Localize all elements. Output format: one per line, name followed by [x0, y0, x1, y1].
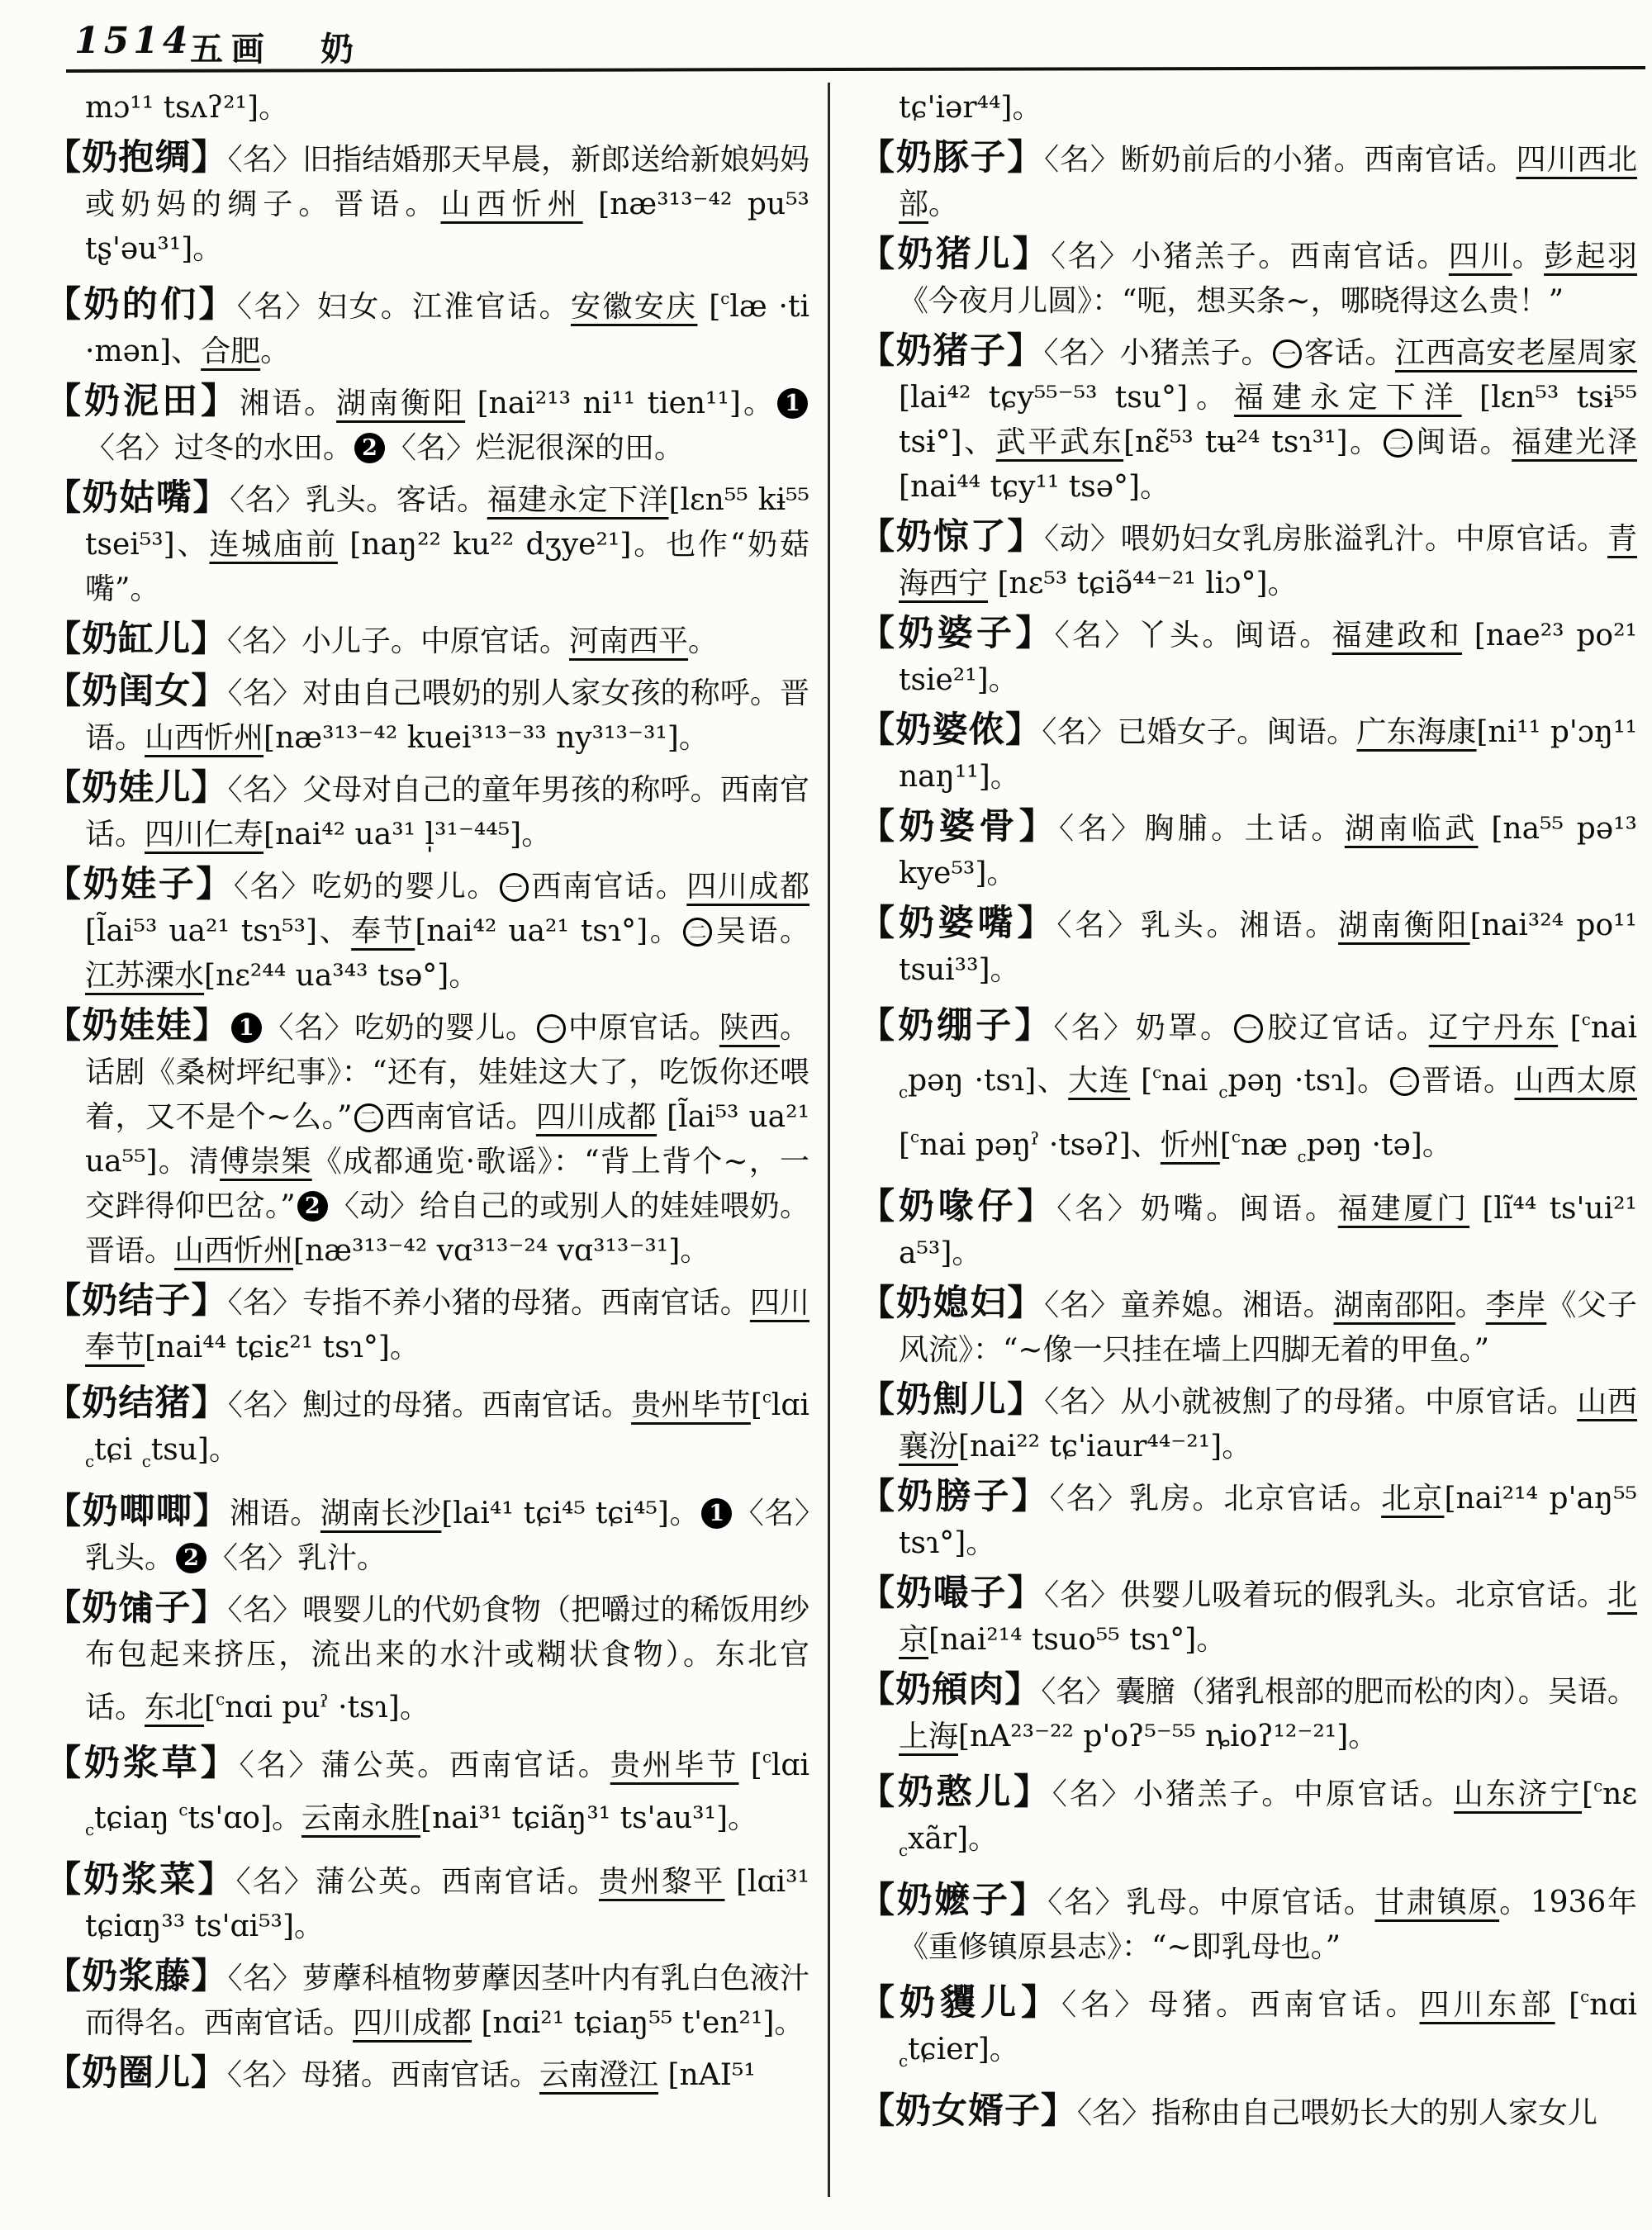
- proper-noun-underlined: 江苏溧水: [85, 959, 205, 993]
- entry-text: lɑi: [771, 1748, 809, 1782]
- proper-noun-underlined: 连城庙前: [209, 528, 338, 562]
- dict-entry: [45, 476, 809, 612]
- entry-text: [nai²² tɕ'iaur⁴⁴⁻²¹]。: [958, 1430, 1252, 1464]
- dict-entry: [45, 617, 809, 664]
- proper-noun-underlined: 山西襄汾: [899, 1385, 1637, 1464]
- subsense-number-badge: 二: [1384, 429, 1412, 458]
- entry-text: [nɑi²¹ tɕiaŋ⁵⁵ t'en²¹]。: [472, 2006, 805, 2040]
- proper-noun-underlined: 江西高安老屋周家: [1395, 336, 1637, 370]
- proper-noun-underlined: 福建永定下洋: [487, 483, 669, 517]
- entry-text: [na⁵⁵ pə¹³ kye⁵³]。: [899, 812, 1637, 890]
- entry-text: [nai³²⁴ po¹¹ tsui³³]。: [899, 909, 1637, 987]
- entry-headword: 【奶媳妇】: [859, 1283, 1045, 1324]
- entry-text: 吴语。: [714, 914, 809, 948]
- entry-headword: 【奶猪儿】: [859, 234, 1051, 275]
- proper-noun-underlined: 陕西: [719, 1011, 780, 1045]
- entry-text: [næ³¹³⁻⁴² vɑ³¹³⁻²⁴ vɑ³¹³⁻³¹]。: [293, 1234, 710, 1268]
- entry-text: [nai³¹ tɕiãŋ³¹ ts'au³¹]。: [420, 1801, 758, 1835]
- entry-text: nai pəŋˀ ·tsəʔ]、: [919, 1128, 1161, 1162]
- proper-noun-underlined: 湖南衡阳: [1338, 909, 1470, 942]
- tone-letter-low: c: [1297, 1147, 1307, 1166]
- entry-text: nɛ: [1602, 1777, 1637, 1811]
- tone-letter-high: c: [1593, 1777, 1603, 1796]
- entry-text: 〈名〉蒲公英。西南官话。: [239, 1748, 610, 1782]
- entry-text: [nai²¹³ ni¹¹ tien¹¹]。: [465, 387, 776, 420]
- proper-noun-underlined: 北京: [1381, 1482, 1445, 1516]
- proper-noun-underlined: 大连: [1068, 1064, 1131, 1098]
- tone-letter-high: c: [1580, 1987, 1590, 2006]
- entry-text: 〈名〉烂泥很深的田。: [387, 431, 685, 465]
- entry-headword: 【奶憨儿】: [859, 1772, 1052, 1813]
- entry-text: 〈名〉对由自己喂奶的别人家女孩的称呼。晋语。: [85, 676, 809, 755]
- entry-text: 《成都通览·歌谣》：“背上背个~，一交跘得仰巴岔。”: [85, 1145, 809, 1223]
- entry-headword: 【奶绷子】: [859, 1005, 1054, 1046]
- entry-text: [nai⁴⁴ tɕy¹¹ tsə°]。: [899, 470, 1170, 504]
- entry-text: [lai⁴¹ tɕi⁴⁵ tɕi⁴⁵]。: [441, 1497, 700, 1530]
- entry-text: [naŋ²² ku²² dʒye²¹]。也作“奶菇嘴”。: [85, 528, 809, 606]
- tone-letter-low: c: [899, 2052, 909, 2071]
- proper-noun-underlined: 四川成都: [535, 1100, 657, 1134]
- dict-entry: [859, 1474, 1637, 1566]
- entry-text: pəŋ ·tsɿ]、: [908, 1064, 1069, 1098]
- entry-headword: 【奶婆骨】: [859, 806, 1060, 847]
- header-rule: [66, 66, 1645, 73]
- dict-entry: [45, 1735, 809, 1853]
- entry-text: 〈名〉劁过的母猪。西南官话。: [227, 1388, 632, 1422]
- tone-letter-low: c: [1218, 1083, 1228, 1102]
- entry-text: 湘语。: [230, 1497, 320, 1530]
- entry-text: 《父子风流》：“~像一只挂在墙上四脚无着的甲鱼。”: [899, 1288, 1637, 1367]
- entry-text: nɑi: [1589, 1988, 1637, 2022]
- entry-text: 〈名〉过冬的水田。: [85, 431, 354, 465]
- subsense-number-badge: 二: [354, 1103, 383, 1132]
- entry-text: lɑi: [771, 1388, 809, 1422]
- entry-text: [nɛ⁵³ tɕiə̃⁴⁴⁻²¹ liɔ°]。: [988, 567, 1298, 600]
- entry-headword: 【奶泥田】: [45, 381, 240, 422]
- proper-noun-underlined: 彭起羽: [1544, 240, 1637, 273]
- proper-noun-underlined: 四川成都: [686, 870, 809, 904]
- proper-noun-underlined: 云南永胜: [301, 1801, 421, 1835]
- proper-noun-underlined: 奉节: [351, 914, 415, 948]
- entry-text: 〈名〉奶罩。: [1053, 1011, 1233, 1045]
- entry-headword: 【奶唧唧】: [45, 1491, 230, 1532]
- entry-text: 胶辽官话。: [1265, 1011, 1429, 1045]
- sense-number-badge: 1: [777, 388, 808, 419]
- entry-text: [nai⁴² ua³¹ l̩³¹⁻⁴⁴⁵]。: [263, 818, 552, 852]
- entry-text: [nai⁴² ua²¹ tsɿ°]。: [415, 914, 682, 948]
- entry-text: nai: [1590, 1011, 1637, 1045]
- sense-number-badge: 1: [701, 1498, 732, 1529]
- entry-text: 〈名〉断奶前后的小猪。西南官话。: [1044, 143, 1517, 177]
- entry-text: tɕi: [94, 1433, 142, 1467]
- entry-text: 〈名〉乳房。北京官话。: [1049, 1482, 1382, 1516]
- dict-entry: [859, 1184, 1637, 1276]
- entry-text: 。: [688, 624, 719, 658]
- entry-headword: 【奶䪻肉】: [859, 1669, 1042, 1710]
- proper-noun-underlined: 甘肃镇原: [1374, 1886, 1500, 1919]
- entry-text: 〈名〉乳头。: [85, 1497, 809, 1575]
- dict-entry: [45, 1375, 809, 1484]
- entry-text: ts'ɑo]。: [188, 1801, 302, 1835]
- entry-text: 。: [1512, 240, 1545, 273]
- dict-entry: [45, 862, 809, 999]
- entry-text: 〈名〉小儿子。中原官话。: [227, 624, 570, 658]
- proper-noun-underlined: 湖南衡阳: [336, 387, 466, 420]
- entry-text: nai: [1161, 1064, 1219, 1098]
- entry-headword: 【奶缸儿】: [45, 619, 227, 660]
- entry-text: 《今夜月儿圆》：“呃，想买条~，哪晓得这么贵！”: [899, 284, 1564, 318]
- entry-text: 〈名〉童养媳。湘语。: [1044, 1288, 1334, 1322]
- entry-text: 西南官话。: [529, 870, 687, 904]
- dict-entry: [859, 232, 1637, 324]
- entry-text: 〈名〉母猪。西南官话。: [227, 2058, 540, 2092]
- entry-text: 。: [260, 334, 291, 368]
- tone-letter-high: c: [762, 1748, 771, 1767]
- proper-noun-underlined: 福建光泽: [1512, 425, 1637, 459]
- entry-text: [: [750, 1388, 762, 1422]
- dict-entry: [45, 277, 809, 374]
- entry-text: 〈名〉吃奶的婴儿。: [263, 1011, 536, 1045]
- entry-headword: 【奶猪子】: [859, 330, 1044, 372]
- proper-noun-underlined: 武平武东: [995, 425, 1124, 459]
- entry-text: 〈名〉旧指结婚那天早晨，新郎送给新娘妈妈或奶妈的绸子。晋语。: [85, 143, 809, 221]
- entry-text: 〈名〉专指不养小猪的母猪。西南官话。: [227, 1286, 750, 1320]
- entry-text: 〈名〉小猪羔子。: [1043, 336, 1272, 370]
- dict-entry: [45, 1004, 809, 1274]
- proper-noun-underlined: 贵州毕节: [610, 1748, 739, 1782]
- entry-text: 〈名〉乳头。客话。: [230, 483, 487, 517]
- entry-text: 〈名〉乳母。中原官话。: [1047, 1886, 1375, 1919]
- entry-headword: 【奶婆嘴】: [859, 903, 1057, 944]
- entry-text: [lɛn⁵³ tsɨ⁵⁵ tsɨ°]、: [899, 381, 1637, 459]
- entry-text: 晋语。: [1420, 1064, 1515, 1098]
- entry-text: [lai⁴² tɕy⁵⁵⁻⁵³ tsu°]。: [899, 381, 1234, 415]
- entry-text: [: [1130, 1064, 1153, 1098]
- dict-entry: [45, 1489, 809, 1581]
- proper-noun-underlined: 东北: [145, 1691, 205, 1725]
- tone-letter-high: c: [1152, 1063, 1162, 1082]
- tone-letter-high: c: [1581, 1010, 1591, 1029]
- entry-text: 〈名〉萝藦科植物萝藦因茎叶内有乳白色液汁而得名。西南官话。: [85, 1962, 809, 2040]
- subsense-number-badge: 二: [683, 918, 712, 947]
- entry-text: [: [1219, 1128, 1232, 1162]
- entry-text: tɕier]。: [908, 2033, 1019, 2066]
- proper-noun-underlined: 福建永定下洋: [1233, 381, 1462, 415]
- entry-headword: 【奶婆侬】: [859, 709, 1042, 751]
- proper-noun-underlined: 贵州黎平: [598, 1865, 725, 1899]
- page-number: 1514: [74, 20, 192, 62]
- entry-headword: 【奶姑嘴】: [45, 477, 230, 519]
- dict-entry: [859, 708, 1637, 799]
- entry-text: 〈名〉父母对自己的童年男孩的称呼。西南官话。: [85, 773, 809, 852]
- dict-entry: [859, 1281, 1637, 1373]
- entry-text: 〈名〉胸脯。土话。: [1059, 812, 1345, 846]
- proper-noun-underlined: 山西太原: [1514, 1064, 1637, 1098]
- proper-noun-underlined: 安徽安庆: [570, 290, 698, 324]
- proper-noun-underlined: 湖南临武: [1344, 812, 1479, 846]
- entry-text: tɕiaŋ: [94, 1801, 179, 1835]
- entry-text: 客话。: [1303, 336, 1396, 370]
- entry-text: [ni¹¹ p'ɔŋ¹¹ naŋ¹¹]。: [899, 715, 1637, 794]
- entry-text: tsu]。: [150, 1433, 239, 1467]
- dict-entry: [45, 1858, 809, 1949]
- proper-noun-underlined: 山西忻州: [174, 1234, 294, 1268]
- proper-noun-underlined: 山西忻州: [440, 187, 583, 221]
- entry-text: 〈名〉指称由自己喂奶长大的别人家女儿: [1077, 2096, 1598, 2130]
- entry-text: [: [1558, 1011, 1582, 1045]
- sense-number-badge: 2: [176, 1543, 206, 1573]
- proper-noun-underlined: 湖南邵阳: [1333, 1288, 1455, 1322]
- radical-label: 奶: [320, 30, 354, 69]
- proper-noun-underlined: 四川西北部: [899, 143, 1637, 221]
- entry-headword: 【奶婆子】: [859, 613, 1055, 654]
- entry-headword: 【奶女婿子】: [859, 2090, 1077, 2132]
- entry-text: [: [1582, 1777, 1594, 1811]
- proper-noun-underlined: 辽宁丹东: [1428, 1011, 1559, 1045]
- entry-text: 〈名〉奶嘴。闽语。: [1056, 1192, 1338, 1226]
- entry-headword: 【奶结猪】: [45, 1383, 228, 1424]
- entry-headword: 【奶结子】: [45, 1280, 228, 1321]
- entry-text: 〈名〉供婴儿吸着玩的假乳头。北京官话。: [1044, 1578, 1607, 1612]
- entry-text: [: [899, 1128, 911, 1162]
- right-column: [859, 81, 1637, 2141]
- dict-entry: [859, 515, 1637, 606]
- entry-text: 〈名〉丫头。闽语。: [1054, 619, 1332, 652]
- entry-headword: 【奶浆菜】: [45, 1859, 236, 1900]
- tone-letter-high: c: [910, 1127, 920, 1146]
- proper-noun-underlined: 四川东部: [1419, 1988, 1555, 2022]
- entry-text: 〈名〉妇女。江淮官话。: [236, 290, 571, 324]
- entry-headword: 【奶闺女】: [45, 671, 228, 712]
- tone-letter-low: c: [85, 1452, 95, 1471]
- entry-text: 〈名〉喂婴儿的代奶食物（把嚼过的稀饭用纱布包起来挤压，流出来的水汁或糊状食物）。东北官话。: [85, 1593, 809, 1725]
- entry-text: læ ·ti ·mən]、: [85, 290, 809, 368]
- proper-noun-underlined: 傅崇榘: [220, 1145, 312, 1179]
- tone-letter-high: c: [720, 289, 730, 308]
- entry-text: [næ³¹³⁻⁴² pu⁵³ tʂ'əu³¹]。: [85, 187, 809, 266]
- entry-text: pəŋ ·tə]。: [1306, 1128, 1452, 1162]
- entry-text: 〈名〉吃奶的婴儿。: [233, 870, 498, 904]
- sense-number-badge: 1: [231, 1013, 262, 1043]
- entry-headword: 【奶圈儿】: [45, 2052, 227, 2094]
- entry-text: 〈名〉母猪。西南官话。: [1061, 1988, 1420, 2022]
- dict-entry: [859, 804, 1637, 896]
- proper-noun-underlined: 河南西平: [569, 624, 689, 658]
- entry-text: [nae²³ po²¹ tsie²¹]。: [899, 619, 1637, 697]
- dict-entry: [859, 1571, 1637, 1663]
- dict-entry: [45, 135, 809, 272]
- entry-text: [lɑi³¹ tɕiɑŋ³³ ts'ɑi⁵³]。: [85, 1865, 809, 1943]
- tone-letter-low: c: [141, 1452, 151, 1471]
- entry-text: 闽语。: [1413, 425, 1512, 459]
- entry-text: 〈名〉乳头。湘语。: [1056, 909, 1339, 942]
- dict-entry: [859, 1764, 1637, 1873]
- entry-text: 〈动〉喂奶妇女乳房胀溢乳汁。中原官话。: [1044, 522, 1607, 556]
- entry-text: 〈名〉小猪羔子。中原官话。: [1051, 1777, 1454, 1811]
- dict-entry: [859, 1975, 1637, 2084]
- dict-entry: [45, 1954, 809, 2046]
- subsense-number-badge: 二: [1390, 1067, 1419, 1096]
- entry-text: 。: [1455, 1288, 1486, 1322]
- entry-text: [: [204, 1691, 216, 1725]
- dict-entry: [859, 998, 1637, 1179]
- dict-entry: [859, 1378, 1637, 1469]
- entry-text: tɕ'iər⁴⁴]。: [899, 91, 1042, 125]
- entry-text: 〈名〉蒲公英。西南官话。: [235, 1865, 599, 1899]
- entry-text: xãr]。: [908, 1822, 999, 1856]
- entry-text: 西南官话。: [384, 1100, 536, 1134]
- proper-noun-underlined: 云南澄江: [539, 2058, 659, 2092]
- proper-noun-underlined: 北京: [899, 1578, 1637, 1657]
- proper-noun-underlined: 李岸: [1485, 1288, 1547, 1322]
- entry-text: [lɛn⁵⁵ kɨ⁵⁵ tsei⁵³]、: [85, 483, 809, 562]
- proper-noun-underlined: 合肥: [201, 334, 261, 368]
- proper-noun-underlined: 四川仁寿: [145, 818, 264, 852]
- dict-entry: [859, 1878, 1637, 1970]
- entry-text: [nai²¹⁴ tsuo⁵⁵ tsɿ°]。: [928, 1623, 1227, 1657]
- entry-text: 〈名〉小猪羔子。西南官话。: [1051, 240, 1449, 273]
- proper-noun-underlined: 忻州: [1160, 1128, 1220, 1162]
- entry-text: [l̃ai⁵³ ua²¹ tsɿ⁵³]、: [85, 914, 352, 948]
- entry-headword: 【奶嘬子】: [859, 1573, 1045, 1614]
- entry-text: [nɛ²⁴⁴ ua³⁴³ tsə°]。: [204, 959, 479, 993]
- entry-text: mɔ¹¹ tsʌʔ²¹]。: [85, 91, 289, 125]
- entry-headword: 【奶抱绸】: [45, 137, 228, 178]
- entry-headword: 【奶浆藤】: [45, 1956, 228, 1997]
- dict-entry: [859, 1668, 1637, 1759]
- dict-entry: [45, 669, 809, 761]
- dict-entry: [45, 379, 809, 471]
- entry-headword: 【奶的们】: [45, 284, 237, 325]
- subsense-number-badge: 一: [537, 1014, 566, 1043]
- entry-text: 〈动〉给自己的或别人的娃娃喂奶。晋语。: [85, 1189, 809, 1268]
- entry-text: 。1936年《重修镇原县志》：“~即乳母也。”: [899, 1886, 1637, 1964]
- tone-letter-low: c: [85, 1820, 95, 1839]
- proper-noun-underlined: 湖南长沙: [320, 1497, 442, 1530]
- entry-text: [: [738, 1748, 762, 1782]
- entry-headword: 【奶浆草】: [45, 1743, 240, 1784]
- entry-headword: 【奶娃子】: [45, 864, 234, 905]
- tone-letter-low: c: [899, 1083, 909, 1102]
- left-column: [45, 81, 809, 2103]
- entry-text: [nɛ̃⁵³ tʉ²⁴ tsɿ³¹]。: [1123, 425, 1382, 459]
- entry-text: 〈名〉乳汁。: [208, 1541, 387, 1575]
- entry-text: nɑi puˀ ·tsɿ]。: [225, 1691, 430, 1725]
- entry-headword: 【奶嬷子】: [859, 1880, 1048, 1921]
- proper-noun-underlined: 贵州毕节: [631, 1388, 751, 1422]
- column-divider-rule: [828, 83, 830, 2197]
- entry-text: 。话剧《桑树坪纪事》：“还有，娃娃这大了，吃饭你还喂着，又不是个~么。”: [85, 1011, 809, 1134]
- entry-text: 〈名〉已婚女子。闽语。: [1042, 715, 1357, 749]
- entry-text: [nA²³⁻²² p'oʔ⁵⁻⁵⁵ ȵioʔ¹²⁻²¹]。: [958, 1720, 1379, 1753]
- tone-letter-high: c: [178, 1801, 188, 1820]
- dict-entry: [45, 766, 809, 857]
- proper-noun-underlined: 福建政和: [1332, 619, 1462, 652]
- proper-noun-underlined: 四川成都: [353, 2006, 472, 2040]
- proper-noun-underlined: 青海西宁: [899, 522, 1637, 600]
- entry-text: 〈名〉从小就被劁了的母猪。中原官话。: [1044, 1385, 1578, 1419]
- subsense-number-badge: 一: [500, 873, 529, 902]
- proper-noun-underlined: 四川: [1448, 240, 1512, 273]
- tone-letter-high: c: [1231, 1127, 1241, 1146]
- proper-noun-underlined: 福建厦门: [1337, 1192, 1470, 1226]
- dict-entry: [859, 135, 1637, 227]
- entry-headword: 【奶惊了】: [859, 516, 1045, 558]
- entry-headword: 【奶娃娃】: [45, 1005, 230, 1046]
- entry-text: pəŋ ·tsɿ]。: [1227, 1064, 1389, 1098]
- proper-noun-underlined: 四川奉节: [85, 1286, 809, 1364]
- entry-text: [: [1555, 1988, 1581, 2022]
- entry-continuation: [859, 86, 1637, 130]
- entry-text: [nai⁴⁴ tɕiɛ²¹ tsɿ°]。: [145, 1331, 420, 1364]
- entry-text: [nAI⁵¹: [658, 2058, 756, 2092]
- dict-entry: [859, 611, 1637, 703]
- stroke-section-label: 五画: [190, 30, 273, 69]
- proper-noun-underlined: 广东海康: [1356, 715, 1477, 749]
- entry-text: [l̃ai⁵³ ua²¹ ua⁵⁵]。清: [85, 1100, 809, 1179]
- proper-noun-underlined: 上海: [899, 1720, 959, 1753]
- entry-headword: 【奶娃儿】: [45, 767, 228, 809]
- entry-text: [lĩ⁴⁴ ts'ui²¹ a⁵³]。: [899, 1192, 1637, 1270]
- entry-headword: 【奶𫗦子】: [45, 1587, 228, 1629]
- subsense-number-badge: 一: [1273, 339, 1302, 368]
- subsense-number-badge: 一: [1234, 1014, 1263, 1043]
- entry-text: 〈名〉囊膪（猪乳根部的肥而松的肉）。吴语。: [1041, 1675, 1637, 1709]
- entry-text: [næ³¹³⁻⁴² kuei³¹³⁻³³ ny³¹³⁻³¹]。: [263, 721, 709, 755]
- tone-letter-low: c: [899, 1841, 909, 1860]
- entry-text: næ: [1241, 1128, 1298, 1162]
- sense-number-badge: 2: [354, 433, 385, 463]
- proper-noun-underlined: 山西忻州: [145, 721, 264, 755]
- entry-headword: 【奶貜儿】: [859, 1982, 1062, 2024]
- dict-entry: [45, 2051, 809, 2098]
- dict-entry: [45, 1586, 809, 1730]
- entry-continuation: [45, 86, 809, 130]
- proper-noun-underlined: 山东济宁: [1453, 1777, 1583, 1811]
- entry-text: 。: [928, 187, 959, 221]
- dict-entry: [45, 1279, 809, 1370]
- dict-entry: [859, 329, 1637, 510]
- dict-entry: [859, 2089, 1637, 2136]
- entry-headword: 【奶豚子】: [859, 137, 1045, 178]
- entry-headword: 【奶喙仔】: [859, 1186, 1057, 1227]
- entry-headword: 【奶膀子】: [859, 1476, 1050, 1517]
- entry-text: [: [697, 290, 721, 324]
- dict-entry: [859, 901, 1637, 993]
- entry-text: 湘语。: [240, 387, 337, 420]
- tone-letter-high: c: [762, 1388, 771, 1407]
- sense-number-badge: 2: [297, 1191, 328, 1222]
- tone-letter-high: c: [216, 1690, 225, 1709]
- entry-text: [nai²¹⁴ p'aŋ⁵⁵ tsɿ°]。: [899, 1482, 1637, 1560]
- entry-headword: 【奶劁儿】: [859, 1379, 1045, 1421]
- entry-text: 中原官话。: [567, 1011, 719, 1045]
